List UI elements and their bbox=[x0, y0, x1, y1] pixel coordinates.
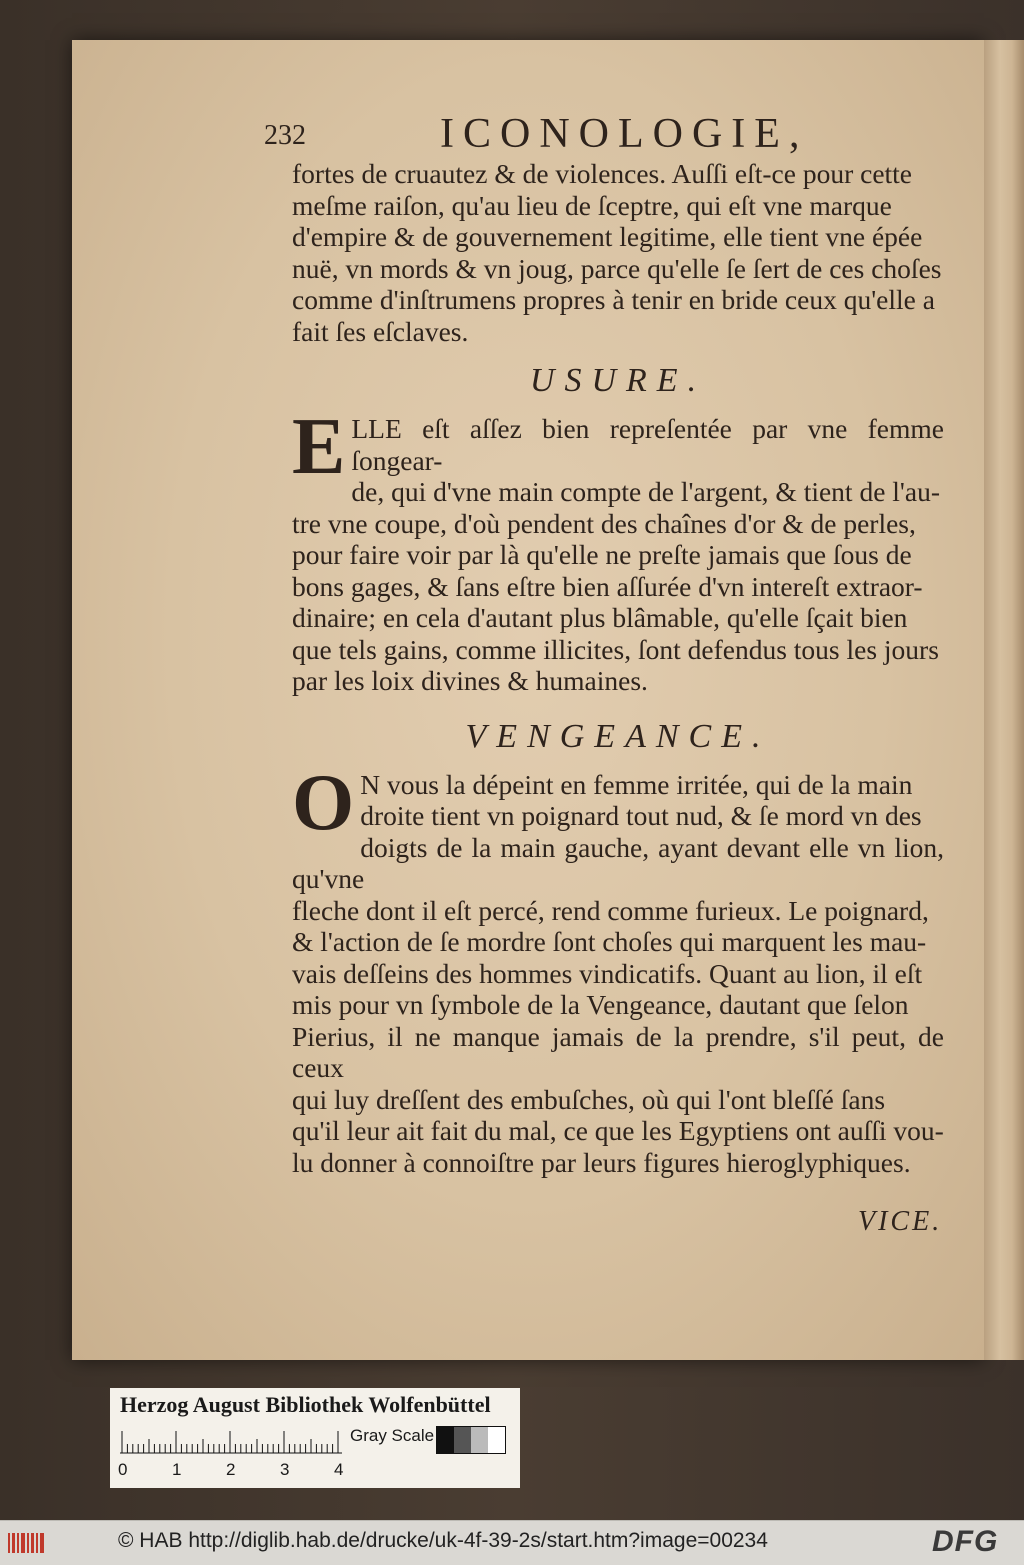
catchword: VICE. bbox=[858, 1206, 943, 1237]
ruler-number: 0 bbox=[118, 1460, 128, 1479]
section-vengeance bbox=[292, 758, 944, 1179]
text-line: droite tient vn poignard tout nud, & ſe mord vn des bbox=[360, 800, 922, 831]
ruler-icon bbox=[120, 1428, 342, 1454]
page-text bbox=[264, 110, 944, 1178]
text-line: qu'il leur ait fait du mal, ce que les Egyptiens ont auſſi vou- bbox=[292, 1115, 944, 1146]
footer-bar bbox=[0, 1520, 1024, 1565]
section-heading-usure: USURE. bbox=[529, 362, 707, 399]
gray-swatch-cell bbox=[488, 1427, 505, 1453]
section-vengeance-text bbox=[292, 758, 944, 1179]
gray-swatch-cell bbox=[437, 1427, 454, 1453]
text-line: que tels gains, comme illicites, ſont defendus tous les jours bbox=[292, 633, 939, 665]
text-line: de, qui d'vne main compte de l'argent, & tient de l'au- bbox=[351, 476, 940, 507]
text-line: LLE eſt aſſez bien repreſentée par vne femme ſongear- bbox=[351, 413, 944, 476]
ruler-number: 2 bbox=[226, 1460, 236, 1479]
section-usure bbox=[292, 403, 944, 697]
dfg-logo: DFG bbox=[932, 1525, 999, 1558]
text-line: fait ſes eſclaves. bbox=[292, 315, 469, 347]
running-title: ICONOLOGIE, bbox=[440, 111, 809, 157]
section-heading-vengeance: VENGEANCE. bbox=[465, 717, 771, 755]
text-line: fleche dont il eſt percé, rend comme furieux. Le poignard, bbox=[292, 894, 929, 926]
library-name: Herzog August Bibliothek Wolfenbüttel bbox=[120, 1392, 491, 1417]
text-line: N vous la dépeint en femme irritée, qui de la main bbox=[360, 768, 913, 800]
page-edge bbox=[984, 40, 1024, 1360]
text-line: doigts de la main gauche, ayant devant elle vn lion, qu'vne bbox=[292, 831, 944, 894]
ruler-number: 1 bbox=[172, 1460, 182, 1479]
text-line: mis pour vn ſymbole de la Vengeance, dautant que ſelon bbox=[292, 989, 909, 1020]
copyright-link[interactable]: © HAB http://diglib.hab.de/drucke/uk-4f-39-2s/start.htm?image=00234 bbox=[118, 1529, 768, 1552]
gray-scale-label: Gray Scale bbox=[350, 1426, 435, 1445]
text-line: dinaire; en cela d'autant plus blâmable, qu'elle ſçait bien bbox=[292, 602, 908, 633]
ruler-number: 3 bbox=[280, 1460, 290, 1479]
text-line: d'empire & de gouvernement legitime, elle tient vne épée bbox=[292, 221, 923, 252]
drop-cap: O bbox=[292, 758, 355, 847]
text-line: bons gages, & ſans eſtre bien aſſurée d'vn intereſt extraor- bbox=[292, 570, 923, 602]
ruler-number: 4 bbox=[334, 1460, 344, 1479]
gray-swatch-cell bbox=[471, 1427, 488, 1453]
drop-cap: E bbox=[292, 403, 346, 491]
ruler-numbers bbox=[114, 1460, 354, 1484]
calibration-card bbox=[110, 1388, 520, 1488]
text-line: vais deſſeins des hommes vindicatifs. Quant au lion, il eſt bbox=[292, 957, 923, 989]
text-line: comme d'inſtrumens propres à tenir en bride ceux qu'elle a bbox=[292, 284, 935, 315]
section-usure-text bbox=[292, 403, 944, 697]
opening-paragraph bbox=[292, 158, 944, 347]
text-line: lu donner à connoiſtre par leurs figures hieroglyphiques. bbox=[292, 1146, 911, 1178]
text-line: pour faire voir par là qu'elle ne preſte jamais que ſous de bbox=[292, 539, 912, 570]
text-line: par les loix divines & humaines. bbox=[292, 665, 648, 696]
text-line: & l'action de ſe mordre ſont choſes qui marquent les mau- bbox=[292, 926, 927, 957]
text-line: Pierius, il ne manque jamais de la prendre, s'il peut, de ceux bbox=[292, 1020, 944, 1083]
text-line: fortes de cruautez & de violences. Auſſi eſt-ce pour cette bbox=[292, 158, 913, 189]
barcode-icon bbox=[8, 1531, 46, 1555]
gray-scale-swatch bbox=[436, 1426, 506, 1454]
gray-swatch-cell bbox=[454, 1427, 471, 1453]
text-line: nuë, vn mords & vn joug, parce qu'elle ſe ſert de ces choſes bbox=[292, 252, 942, 284]
text-line: tre vne coupe, d'où pendent des chaînes d'or & de perles, bbox=[292, 507, 916, 539]
page-number: 232 bbox=[264, 120, 306, 151]
running-head bbox=[264, 110, 944, 158]
text-line: meſme raiſon, qu'au lieu de ſceptre, qui eſt vne marque bbox=[292, 189, 892, 221]
text-line: qui luy dreſſent des embuſches, où qui l'ont bleſſé ſans bbox=[292, 1083, 886, 1115]
